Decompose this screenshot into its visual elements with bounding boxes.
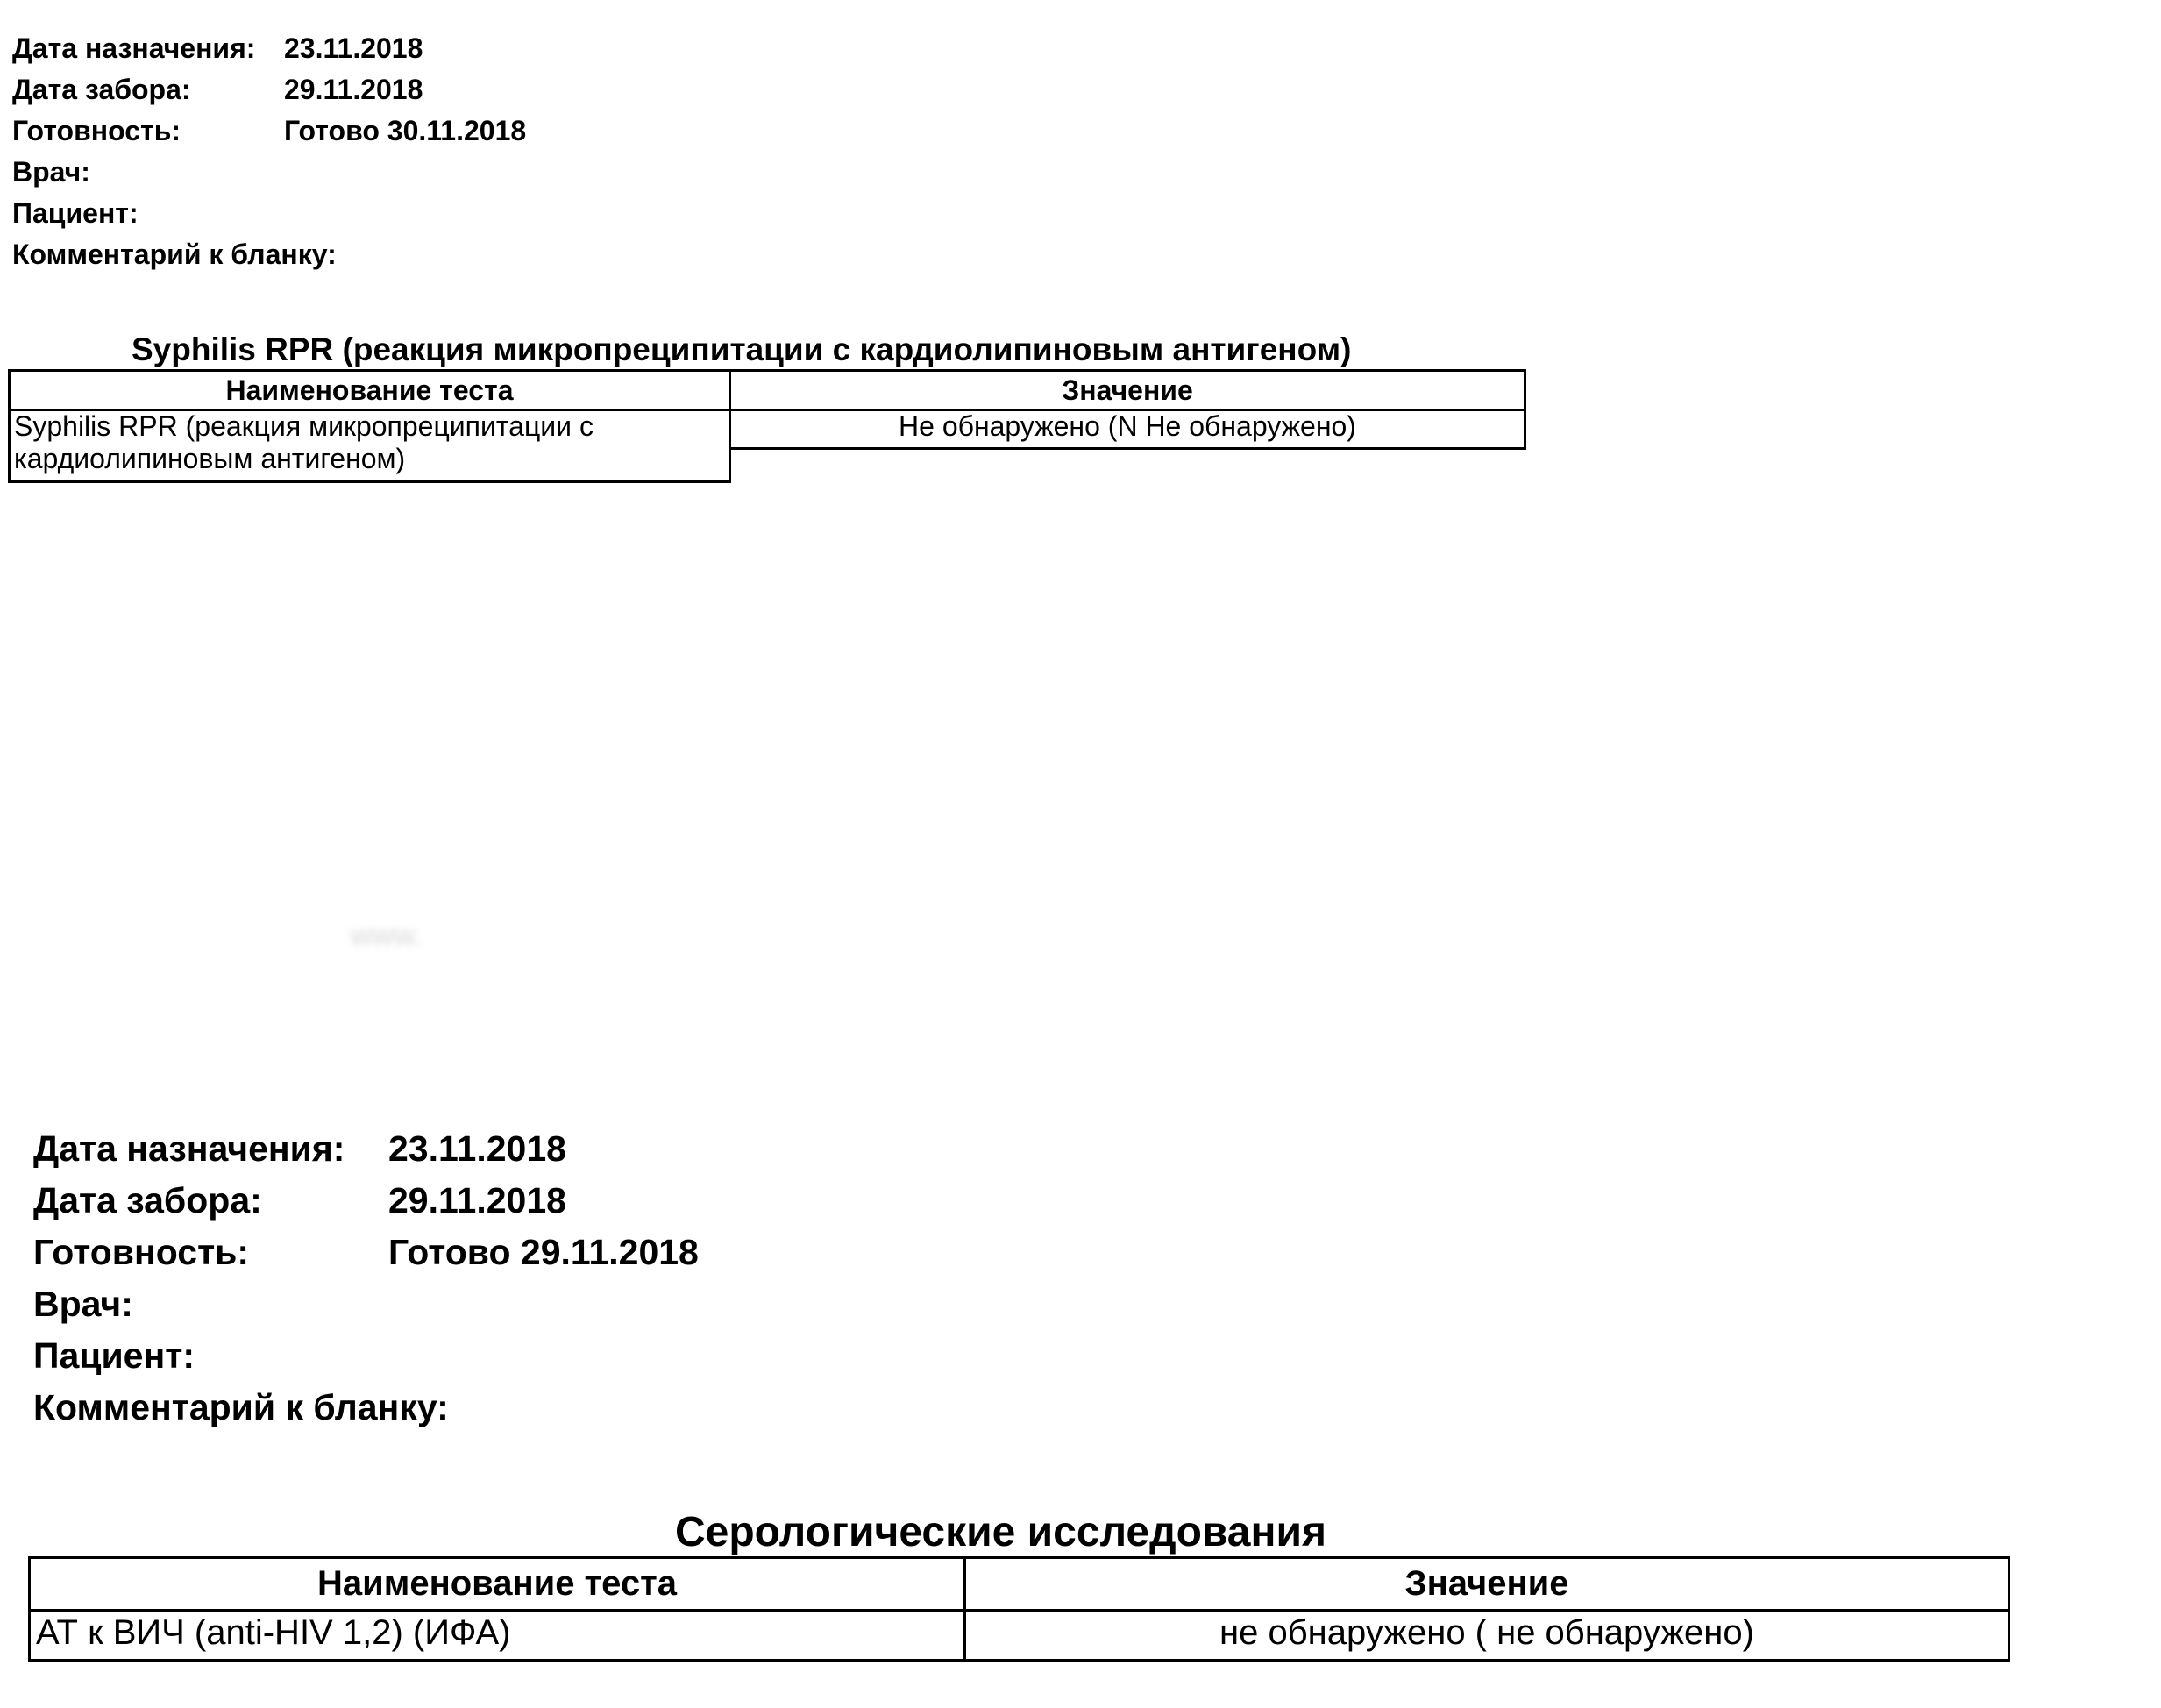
meta-label: Пациент: [12,197,139,229]
table-cell-value: не обнаружено ( не обнаружено) [963,1609,2010,1662]
meta-value: 23.11.2018 [284,32,423,64]
meta-row-readiness [33,1231,699,1273]
meta-row-readiness [12,114,527,147]
table-cell-value: Не обнаружено (N Не обнаружено) [729,409,1526,450]
table-header-name: Наименование теста [28,1556,966,1612]
table-cell-test-name: АТ к ВИЧ (anti-HIV 1,2) (ИФА) [28,1609,966,1662]
table-header-value: Значение [729,369,1526,411]
table-cell-test-name: Syphilis RPR (реакция микропреципитации с кардиолипиновым антигеном) [8,409,731,483]
meta-label: Готовность: [33,1232,250,1272]
meta-row-patient [12,196,139,230]
meta-label: Комментарий к бланку: [33,1387,449,1427]
meta-row-doctor [33,1283,133,1325]
meta-row-order-date [33,1128,566,1170]
meta-label: Дата назначения: [12,32,256,64]
meta-row-comment [12,238,337,271]
meta-label: Дата забора: [33,1180,262,1221]
meta-value: Готово 29.11.2018 [388,1232,699,1272]
meta-label: Дата назначения: [33,1128,345,1169]
meta-label: Готовность: [12,115,181,146]
meta-label: Дата забора: [12,74,191,105]
table-title: Syphilis RPR (реакция микропреципитации с кардиолипиновым антигеном) [132,331,1352,367]
meta-label: Пациент: [33,1335,195,1376]
meta-label: Комментарий к бланку: [12,238,337,270]
faded-background-text: www. [351,919,423,952]
table-header-name: Наименование теста [8,369,731,411]
table-title: Серологические исследования [675,1509,1326,1555]
meta-value: Готово 30.11.2018 [284,115,527,146]
meta-row-collection-date [12,73,423,106]
meta-value: 29.11.2018 [388,1180,566,1221]
meta-row-collection-date [33,1179,566,1221]
meta-row-patient [33,1334,195,1377]
meta-row-order-date [12,32,423,65]
meta-row-comment [33,1386,449,1428]
meta-row-doctor [12,155,90,189]
table-header-value: Значение [963,1556,2010,1612]
meta-label: Врач: [33,1284,133,1324]
results-table [8,369,1526,483]
meta-value: 29.11.2018 [284,74,423,105]
meta-value: 23.11.2018 [388,1128,566,1169]
meta-label: Врач: [12,156,90,188]
